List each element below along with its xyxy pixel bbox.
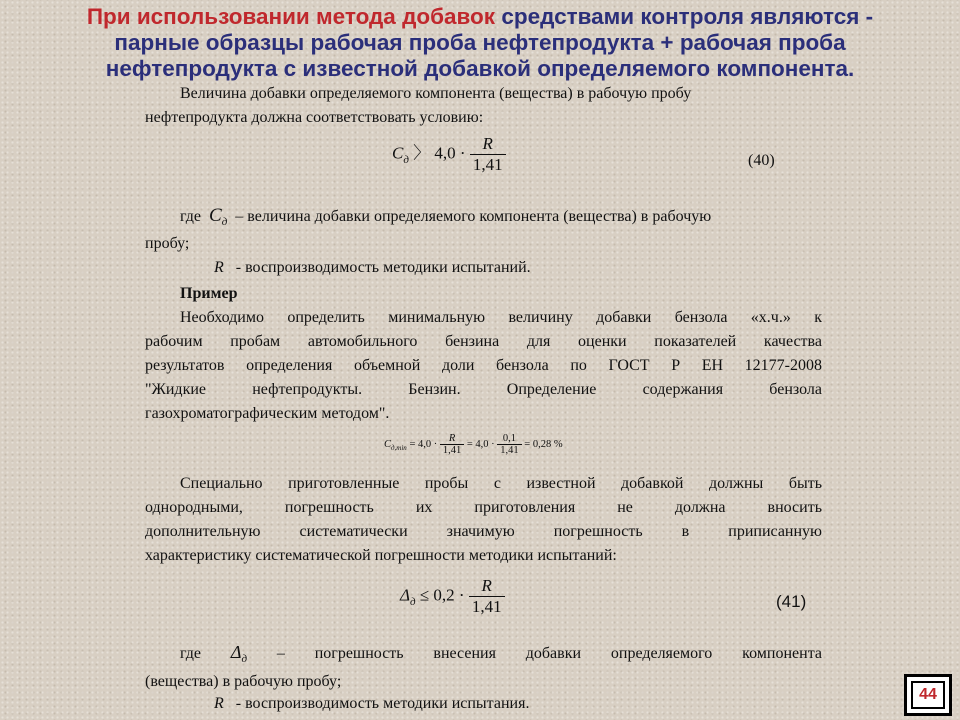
def1-text: – величина добавки определяемого компонента (вещества) в рабочую bbox=[235, 208, 712, 225]
def2-line-inner bbox=[180, 640, 822, 671]
special-line-4: характеристику систематической погрешности методики испытаний: bbox=[145, 547, 617, 564]
special-paragraph bbox=[145, 472, 822, 568]
def2-line bbox=[180, 640, 822, 671]
special-line-1: Специально приготовленные пробы с известной добавкой должны быть bbox=[180, 475, 822, 492]
eqex-fraction-1 bbox=[440, 433, 464, 456]
eq40-sub: д bbox=[403, 153, 409, 166]
special-line-2: однородными, погрешность их приготовления не должна вносить bbox=[145, 499, 822, 516]
eq41-fraction bbox=[469, 576, 505, 617]
eqex-num1: R bbox=[440, 433, 464, 445]
eq40-fraction bbox=[470, 134, 506, 175]
eqex-den2: 1,41 bbox=[500, 445, 519, 456]
example-line-3: результатов определения объемной доли бензола по ГОСТ Р ЕН 12177-2008 bbox=[145, 357, 822, 374]
def1-line bbox=[180, 206, 711, 232]
eq41-den: 1,41 bbox=[471, 597, 502, 616]
def1-sym: C bbox=[209, 205, 222, 226]
page-number-box bbox=[904, 674, 952, 716]
eq40-lhs: C bbox=[392, 143, 404, 163]
eq41-rel: ≤ 0,2 · bbox=[419, 585, 465, 605]
example-line-2: рабочим пробам автомобильного бензина для оценки показателей качества bbox=[145, 333, 822, 350]
title-highlight: При использовании метода добавок bbox=[86, 4, 496, 29]
def1-where: где bbox=[180, 208, 202, 225]
example-line-4: "Жидкие нефтепродукты. Бензин. Определение содержания бензола bbox=[145, 381, 822, 398]
def1-sub: д bbox=[221, 216, 228, 229]
example-line-1: Необходимо определить минимальную величину добавки бензола «х.ч.» к bbox=[180, 309, 822, 326]
eqex-p1: = 4,0 · bbox=[409, 438, 438, 450]
eqex-p2: = 4,0 · bbox=[466, 438, 495, 450]
equation-41 bbox=[400, 576, 505, 617]
def2-text: – погрешность внесения добавки определяемого компонента bbox=[276, 645, 823, 662]
slide-title bbox=[20, 4, 940, 82]
page-number: 44 bbox=[911, 681, 945, 709]
example-line-5: газохроматографическим методом". bbox=[145, 405, 390, 422]
example-heading: Пример bbox=[180, 285, 238, 302]
eq40-num: R bbox=[470, 134, 506, 155]
def1-cont: пробу; bbox=[145, 235, 190, 252]
def2-cont: (вещества) в рабочую пробу; bbox=[145, 673, 342, 690]
eq40-number: (40) bbox=[748, 152, 775, 169]
eq41-lhs: Δ bbox=[400, 585, 410, 605]
eq40-rel: 〉 4,0 · bbox=[413, 143, 466, 163]
equation-40 bbox=[392, 134, 506, 175]
example-paragraph bbox=[145, 306, 822, 426]
def2-where: где bbox=[180, 645, 202, 662]
def1-r-sym: R bbox=[214, 259, 224, 276]
title-line1-rest: средствами контроля являются - bbox=[495, 4, 874, 29]
special-line-3: дополнительную систематически значимую погрешность в приписанную bbox=[145, 523, 822, 540]
eq40-den: 1,41 bbox=[472, 155, 503, 174]
def2-r-line bbox=[214, 694, 529, 714]
eqex-den1: 1,41 bbox=[442, 445, 462, 456]
eq41-sub: д bbox=[409, 595, 416, 608]
eq41-number: (41) bbox=[776, 592, 807, 611]
eqex-sub: д,min bbox=[391, 444, 407, 452]
intro-line1: Величина добавки определяемого компонента (вещества) в рабочую пробу bbox=[180, 85, 692, 102]
def2-r-sym: R bbox=[214, 695, 224, 712]
def2-sym: Δ bbox=[230, 642, 242, 662]
eqex-num2: 0,1 bbox=[497, 433, 521, 445]
intro-line2: нефтепродукта должна соответствовать условию: bbox=[145, 109, 484, 126]
eq41-num: R bbox=[469, 576, 505, 597]
title-line3: нефтепродукта с известной добавкой определяемого компонента. bbox=[105, 56, 855, 81]
title-line2: парные образцы рабочая проба нефтепродукта + рабочая проба bbox=[114, 30, 846, 55]
eqex-result: = 0,28 % bbox=[524, 438, 563, 450]
def2-r-text: - воспроизводимость методики испытания. bbox=[235, 695, 530, 712]
def1-r-text: - воспроизводимость методики испытаний. bbox=[235, 259, 531, 276]
eqex-fraction-2 bbox=[497, 433, 521, 456]
def2-sub: д bbox=[241, 653, 248, 666]
def1-r-line bbox=[214, 258, 531, 278]
eqex-lhs: C bbox=[384, 438, 392, 450]
equation-example bbox=[384, 433, 563, 456]
